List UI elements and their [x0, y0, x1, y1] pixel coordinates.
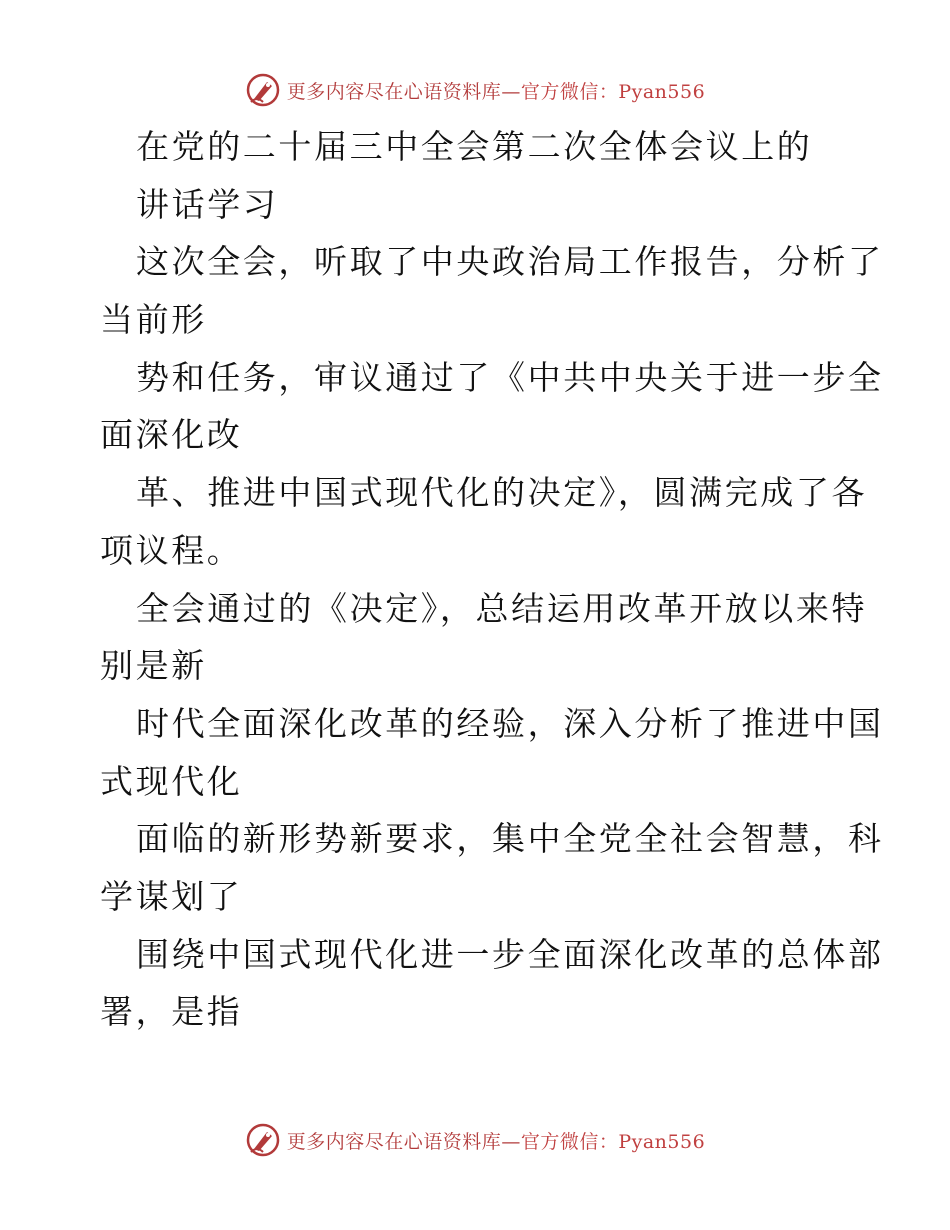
paragraph-line: 势和任务，审议通过了《中共中央关于进一步全 — [136, 357, 884, 397]
paragraph-line: 项议程。 — [100, 530, 243, 570]
document-body — [100, 118, 884, 1041]
header-banner-text — [287, 77, 705, 104]
paragraph-line: 时代全面深化改革的经验，深入分析了推进中国 — [136, 703, 884, 743]
paragraph-line: 署，是指 — [100, 992, 243, 1032]
title-line-1: 在党的二十届三中全会第二次全体会议上的 — [136, 127, 813, 166]
paragraph-line: 围绕中国式现代化进一步全面深化改革的总体部 — [136, 934, 884, 974]
footer-banner-dash: — — [501, 1130, 521, 1153]
paragraph-line: 式现代化 — [100, 761, 243, 801]
paragraph-line: 别是新 — [100, 646, 207, 686]
pen-nib-seal-icon — [245, 72, 281, 108]
title-line-2: 讲话学习 — [136, 184, 279, 224]
footer-banner-wechat-label: 官方微信： — [520, 1130, 619, 1153]
paragraph-line: 面深化改 — [100, 415, 243, 455]
footer-banner-wechat-id: Pyan556 — [618, 1130, 706, 1153]
footer-banner — [0, 1120, 950, 1160]
header-banner-wechat-id: Pyan556 — [618, 80, 706, 103]
header-banner-wechat-label: 官方微信： — [520, 80, 619, 103]
footer-banner-main: 更多内容尽在心语资料库 — [286, 1130, 502, 1153]
paragraph-line: 学谋划了 — [100, 876, 243, 916]
header-banner — [0, 70, 950, 110]
paragraph-line: 面临的新形势新要求，集中全党全社会智慧，科 — [136, 819, 884, 859]
pen-nib-seal-icon — [245, 1122, 281, 1158]
header-banner-dash: — — [501, 80, 521, 103]
footer-banner-text — [287, 1127, 705, 1154]
header-banner-main: 更多内容尽在心语资料库 — [286, 80, 502, 103]
paragraph-line: 全会通过的《决定》，总结运用改革开放以来特 — [136, 588, 868, 628]
paragraph-line: 革、推进中国式现代化的决定》，圆满完成了各 — [136, 473, 868, 513]
paragraph-line: 当前形 — [100, 300, 207, 340]
paragraph-line: 这次全会，听取了中央政治局工作报告，分析了 — [136, 242, 884, 282]
